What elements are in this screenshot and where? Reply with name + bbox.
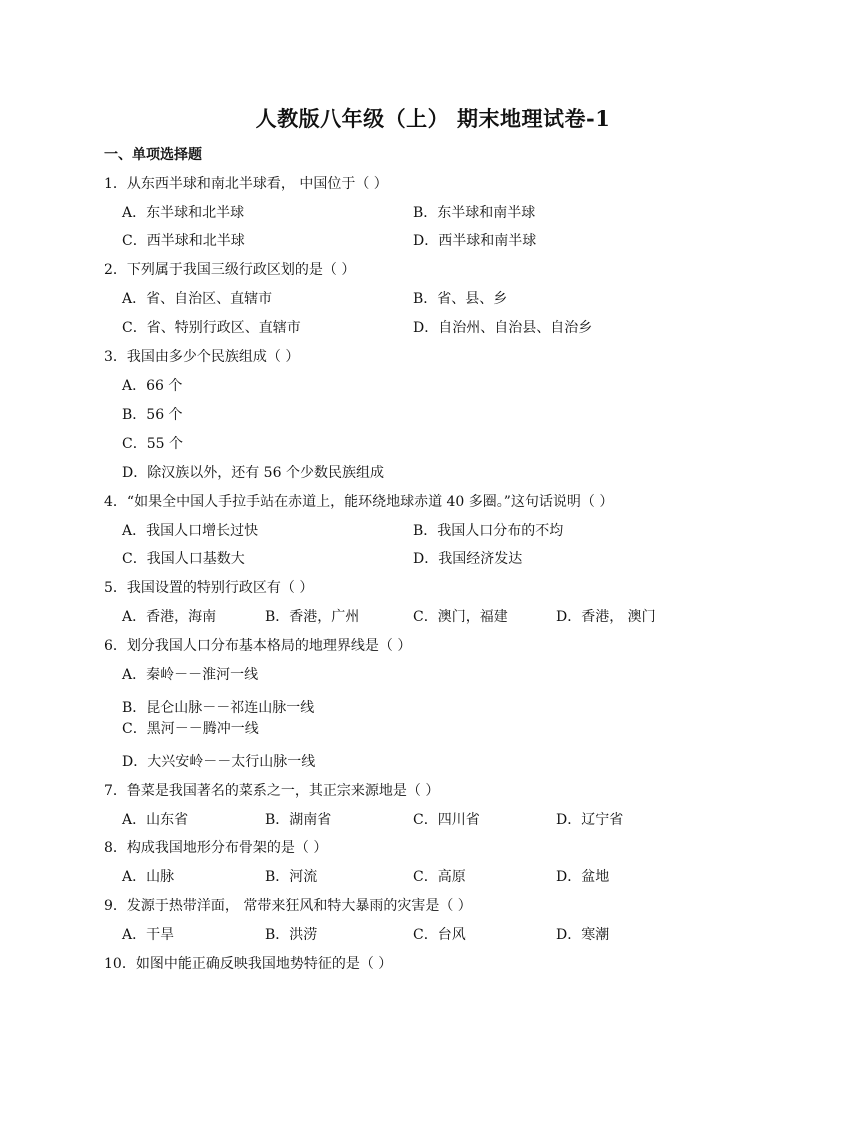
question-8-option-a: A．山脉	[122, 869, 175, 885]
page-title: 人教版八年级（上） 期末地理试卷-1	[255, 106, 611, 131]
question-4-option-d: D．我国经济发达	[413, 551, 523, 567]
question-5-stem: 5．我国设置的特别行政区有（ ）	[104, 580, 314, 596]
section-heading: 一、单项选择题	[104, 147, 202, 163]
question-4-option-c: C．我国人口基数大	[122, 551, 245, 567]
question-2-option-a: A．省、自治区、直辖市	[122, 291, 273, 307]
question-3-option-b: B．56 个	[122, 407, 183, 423]
question-7-option-b: B．湖南省	[265, 812, 332, 828]
question-8-option-b: B．河流	[265, 869, 318, 885]
question-1-option-c: C．西半球和北半球	[122, 233, 245, 249]
question-1-stem: 1．从东西半球和南北半球看， 中国位于（ ）	[104, 176, 388, 192]
question-5-option-d: D．香港， 澳门	[556, 609, 656, 625]
question-3-option-c: C．55 个	[122, 436, 183, 452]
question-5-option-a: A．香港，海南	[122, 609, 217, 625]
question-9-option-a: A．干旱	[122, 927, 175, 943]
question-3-option-a: A．66 个	[122, 378, 183, 394]
question-5-option-b: B．香港，广州	[265, 609, 360, 625]
question-9-option-d: D．寒潮	[556, 927, 610, 943]
question-3-stem: 3．我国由多少个民族组成（ ）	[104, 349, 300, 365]
question-10-stem: 10．如图中能正确反映我国地势特征的是（ ）	[104, 956, 393, 972]
question-5-option-c: C．澳门，福建	[413, 609, 508, 625]
question-3-option-d: D．除汉族以外，还有 56 个少数民族组成	[122, 465, 384, 481]
question-7-option-a: A．山东省	[122, 812, 189, 828]
question-7-option-d: D．辽宁省	[556, 812, 624, 828]
question-1-option-d: D．西半球和南半球	[413, 233, 537, 249]
question-2-stem: 2．下列属于我国三级行政区划的是（ ）	[104, 262, 356, 278]
question-4-stem: 4．“如果全中国人手拉手站在赤道上，能环绕地球赤道 40 多圈。”这句话说明（ ）	[104, 494, 614, 510]
question-8-option-c: C．高原	[413, 869, 466, 885]
question-7-option-c: C．四川省	[413, 812, 480, 828]
question-6-stem: 6．划分我国人口分布基本格局的地理界线是（ ）	[104, 638, 412, 654]
question-9-option-c: C．台风	[413, 927, 466, 943]
question-7-stem: 7．鲁菜是我国著名的菜系之一，其正宗来源地是（ ）	[104, 783, 440, 799]
question-9-option-b: B．洪涝	[265, 927, 318, 943]
question-6-option-c: C．黑河－－腾冲一线	[122, 721, 259, 737]
question-1-option-a: A．东半球和北半球	[122, 205, 245, 221]
question-8-stem: 8．构成我国地形分布骨架的是（ ）	[104, 840, 328, 856]
question-4-option-a: A．我国人口增长过快	[122, 523, 259, 539]
question-9-stem: 9．发源于热带洋面， 常带来狂风和特大暴雨的灾害是（ ）	[104, 898, 472, 914]
question-2-option-b: B．省、县、乡	[413, 291, 508, 307]
question-8-option-d: D．盆地	[556, 869, 610, 885]
question-6-option-b: B．昆仑山脉－－祁连山脉一线	[122, 700, 315, 716]
question-6-option-d: D．大兴安岭－－太行山脉一线	[122, 754, 316, 770]
question-2-option-d: D．自治州、自治县、自治乡	[413, 320, 593, 336]
question-6-option-a: A．秦岭－－淮河一线	[122, 667, 259, 683]
question-4-option-b: B．我国人口分布的不均	[413, 523, 564, 539]
question-2-option-c: C．省、特别行政区、直辖市	[122, 320, 301, 336]
question-1-option-b: B．东半球和南半球	[413, 205, 536, 221]
